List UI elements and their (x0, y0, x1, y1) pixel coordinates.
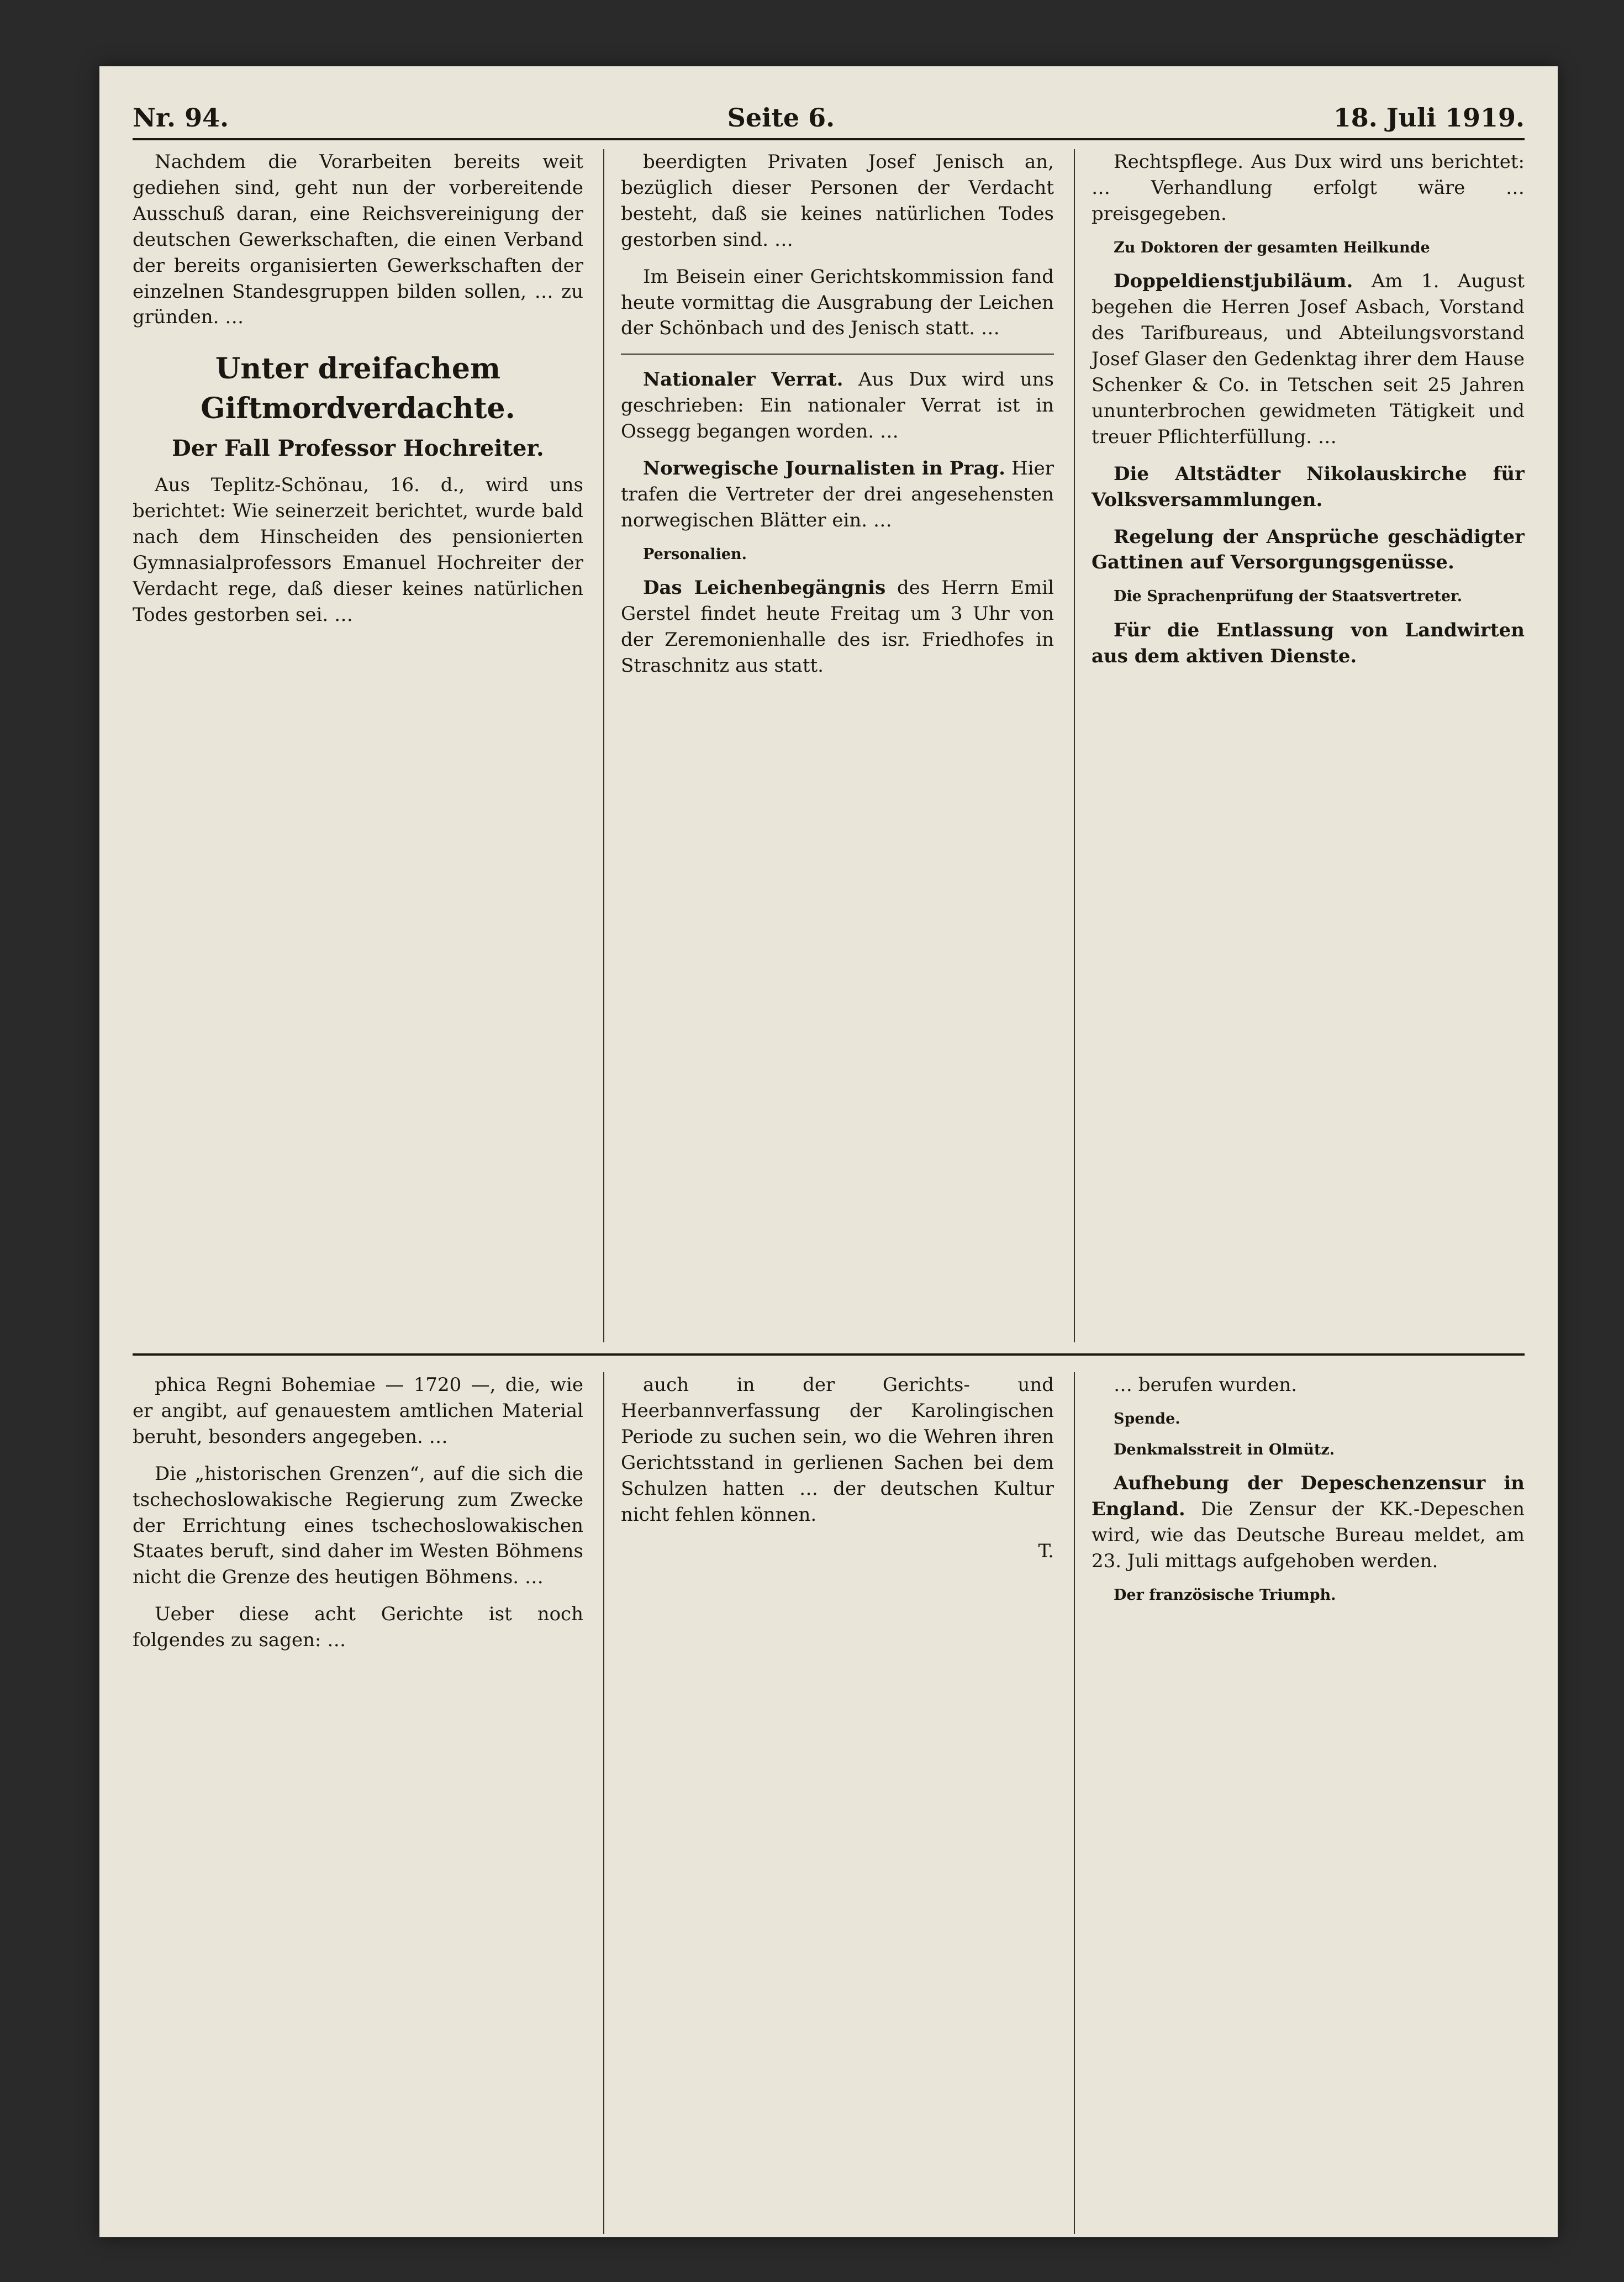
gerichte-paragraph: auch in der Gerichts- und Heerbannverfassung der Karolingischen Periode zu suchen sein, wo die Wehren ihren Gerichtsstand in gerlienen Sachen bei dem Schulzen hatten … der deutschen Kultur nicht fehlen können. (621, 1374, 1054, 1526)
grenzen-paragraph: Die „historischen Grenzen“, auf die sich die tschechoslowakische Regierung zum Zwecke der Errichtung eines tschechoslowakischen Staates beruft, sind daher im Westen Böhmens nicht die Grenze des heutigen Böhmens. … (133, 1462, 583, 1589)
news-item-text: des Herrn Emil Gerstel findet heute Freitag um 3 Uhr von der Zeremonienhalle des isr. Friedhofes in Straschnitz aus statt. (621, 577, 1054, 677)
news-item-title: Spende. (1114, 1410, 1180, 1427)
news-item-title: Doppeldienstjubiläum. (1114, 270, 1353, 293)
upper-column-2 (603, 149, 1054, 1342)
news-item (1092, 1585, 1525, 1605)
column-rule (621, 354, 1054, 355)
giftmord-continuation: beerdigten Privaten Josef Jenisch an, bezüglich dieser Personen der Verdacht besteht, daß sie keines natürlichen Todes gestorben sind. … (621, 151, 1054, 251)
continuation-paragraph: … berufen wurden. (1114, 1374, 1298, 1396)
grenzen-paragraph: Ueber diese acht Gerichte ist noch folgendes zu sagen: … (133, 1603, 583, 1652)
news-item (1092, 238, 1525, 258)
news-item (1092, 461, 1525, 513)
lower-column-3 (1074, 1372, 1525, 2234)
upper-columns (133, 149, 1525, 1342)
lower-columns (133, 1353, 1525, 2234)
news-item (1092, 524, 1525, 576)
giftmord-subhead: Der Fall Professor Hochreiter. (172, 435, 544, 461)
news-item (1092, 1440, 1525, 1460)
grenzen-paragraph: phica Regni Bohemiae — 1720 —, die, wie er angibt, auf genauestem amtlichen Material beruht, besonders angegeben. … (133, 1374, 583, 1448)
news-item-title: Die Altstädter Nikolauskirche für Volksversammlungen. (1092, 462, 1525, 511)
news-item-text: Die Zensur der KK.-Depeschen wird, wie das Deutsche Bureau meldet, am 23. Juli mittags aufgehoben werden. (1092, 1498, 1525, 1572)
issue-date: 18. Juli 1919. (1333, 103, 1525, 133)
news-item-title: Nationaler Verrat. (643, 368, 843, 391)
lower-column-1 (133, 1372, 583, 2234)
news-item-title: Norwegische Journalisten in Prag. (643, 457, 1005, 480)
upper-column-3 (1074, 149, 1525, 1342)
news-item-title: Der französische Triumph. (1114, 1586, 1336, 1604)
gewerkschaft-article: Nachdem die Vorarbeiten bereits weit gediehen sind, geht nun der vorbereitende Ausschuß daran, eine Reichsvereinigung der deutschen Gewerkschaften, die einen Verband der bereits organisierten Gewerkschaften der einzelnen Standesgruppen bilden sollen, … zu gründen. … (133, 151, 583, 329)
author-signature: T. (1038, 1540, 1054, 1563)
page-header (133, 83, 1525, 140)
news-item (1092, 268, 1525, 450)
news-item (1092, 1471, 1525, 1574)
giftmord-lead: Aus Teplitz-Schönau, 16. d., wird uns berichtet: Wie seinerzeit berichtet, wurde bald nach dem Hinscheiden des pensionierten Gymnasialprofessors Emanuel Hochreiter der Verdacht rege, daß dieser keines natürlichen Todes gestorben sei. … (133, 474, 583, 626)
news-item (621, 367, 1054, 445)
news-item (621, 575, 1054, 679)
news-item-text: Hier trafen die Vertreter der drei angesehensten norwegischen Blätter ein. … (621, 457, 1054, 531)
news-item-title: Denkmalsstreit in Olmütz. (1114, 1441, 1335, 1458)
news-item-title: Die Sprachenprüfung der Staatsvertreter. (1114, 588, 1463, 605)
news-item-title: Für die Entlassung von Landwirten aus dem aktiven Dienste. (1092, 619, 1525, 667)
news-item-title: Das Leichenbegängnis (643, 577, 886, 599)
lower-column-2 (603, 1372, 1054, 2234)
giftmord-headline: Unter dreifachem Giftmordverdachte. (201, 352, 515, 426)
newspaper-page (99, 66, 1558, 2237)
page-number: Seite 6. (727, 103, 835, 133)
news-item-title: Personalien. (643, 545, 747, 563)
news-item-title: Zu Doktoren der gesamten Heilkunde (1114, 239, 1430, 256)
news-item-title: Aufhebung der Depeschenzensur in England. (1092, 1472, 1525, 1521)
news-item (1092, 587, 1525, 607)
news-item-text: Aus Dux wird uns geschrieben: Ein nationaler Verrat ist in Ossegg begangen worden. … (621, 368, 1054, 443)
news-item (621, 545, 1054, 565)
news-item (621, 456, 1054, 534)
rechtspflege-article: Rechtspflege. Aus Dux wird uns berichtet: … Verhandlung erfolgt wäre … preisgegeben. (1092, 151, 1525, 225)
exhumation-paragraph: Im Beisein einer Gerichtskommission fand heute vormittag die Ausgrabung der Leichen der Schönbach und des Jenisch statt. … (621, 265, 1054, 340)
news-item-text: Am 1. August begehen die Herren Josef Asbach, Vorstand des Tarifbureaus, und Abteilungsvorstand Josef Glaser den Gedenktag ihrer dem Hause Schenker & Co. in Tetschen seit 25 Jahren ununterbrochen gewidmeten Tätigkeit und treuer Pflichterfüllung. … (1092, 270, 1525, 448)
news-item (1092, 618, 1525, 670)
issue-number: Nr. 94. (133, 103, 229, 133)
upper-column-1 (133, 149, 583, 1342)
news-item (1092, 1409, 1525, 1429)
news-item-title: Regelung der Ansprüche geschädigter Gattinen auf Versorgungsgenüsse. (1092, 525, 1525, 574)
